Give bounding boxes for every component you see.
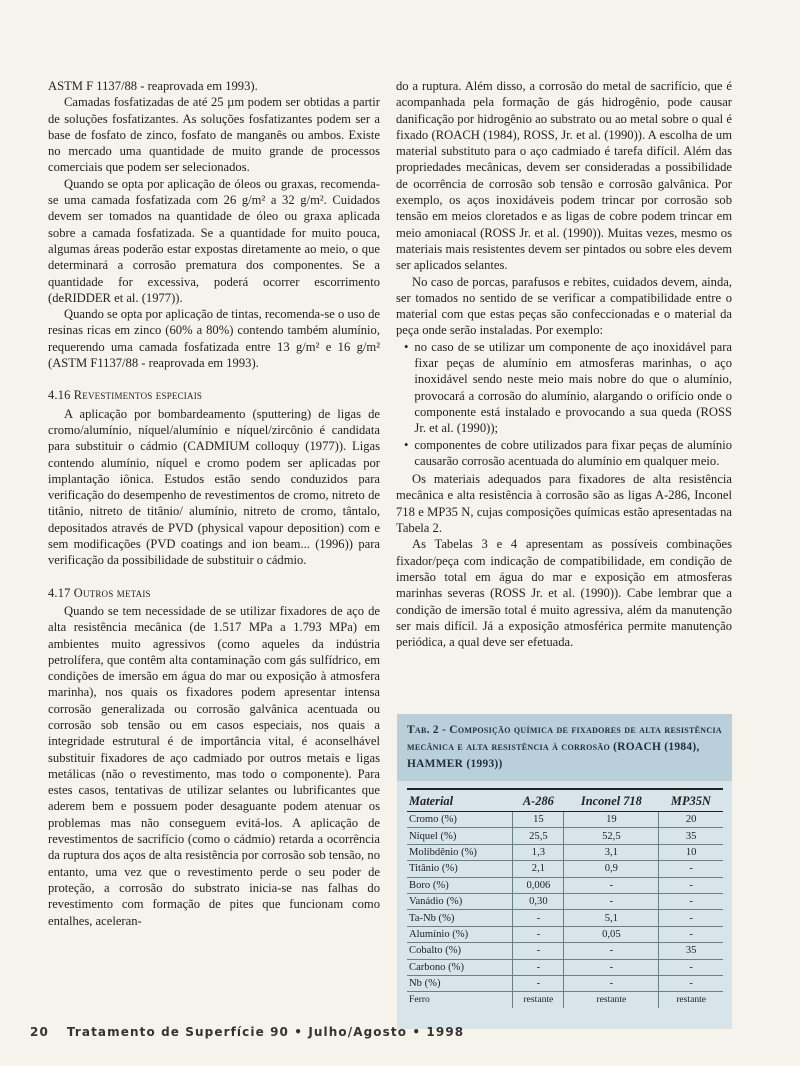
section-title: Revestimentos especiais xyxy=(73,388,203,403)
bullet-item xyxy=(396,339,732,437)
table-cell: - xyxy=(659,926,723,942)
table-cell: restante xyxy=(513,992,564,1008)
paragraph: Quando se tem necessidade de se utilizar fixadores de aço de alta resistência mecânica (de 1.517 MPa a 1.793 MPa) em ambientes muito agressivos (como aqueles da indústria petrolífera, que contêm alta contaminação com gás sulfídrico, em condições de imersão em água do mar ou exposição à atmosfera marinha), nos quais os fixadores podem apresentar intensa corrosão generalizada ou corrosão galvânica acentuada ou corrosão sob tensão ou em casos especiais, nos quais a integridade estrutural é de importância vital, é aconselhável substituir fixadores de aço cadmiado por outros metais e ligas metálicas (não o revestimento, mas todo o componente). Para estes casos, tentativas de utilizar selantes ou lubrificantes que aderem bem e possuem poder desaguante podem atenuar os problemas mas não conseguem evitá-los. A aplicação de revestimentos de sacrifício (como o cádmio) retarda a ocorrência da ruptura dos aços de alta resistência por corrosão sob tensão, no entanto, uma vez que o revestimento perde o seu poder de proteção, a corrosão do substrato inicia-se nas falhas do revestimento com formação de pites que funcionam como entalhes, aceleran- xyxy=(48,603,380,928)
table-cell: 52,5 xyxy=(564,828,659,844)
table-2-box xyxy=(397,714,732,1029)
table-cell: - xyxy=(659,877,723,893)
table-cell: Vanádio (%) xyxy=(407,893,513,909)
paragraph: Camadas fosfatizadas de até 25 µm podem ser obtidas a partir de soluções fosfatizantes. As soluções fosfatizantes podem ser a base de fosfato de zinco, fosfato de manganês ou ambos. Existe no mercado uma quantidade de muito grande de processos comerciais que podem ser selecionados. xyxy=(48,95,380,175)
section-title: Outros metais xyxy=(73,585,151,600)
table-cell: restante xyxy=(676,994,707,1006)
table-cell: Molibdênio (%) xyxy=(407,844,513,860)
footer-separator: • xyxy=(294,1025,304,1039)
table-cell: 1,3 xyxy=(513,844,564,860)
table-cell: Ferro xyxy=(407,992,513,1008)
table-cell: 15 xyxy=(513,812,564,828)
table-cell: 5,1 xyxy=(564,910,659,926)
table-row xyxy=(407,975,723,991)
table-cell: - xyxy=(659,959,723,975)
table-cell: - xyxy=(513,975,564,991)
composition-table xyxy=(407,788,723,1008)
table-cell: 35 xyxy=(659,828,723,844)
bullet-item xyxy=(396,437,732,470)
table-cell: Ta-Nb (%) xyxy=(407,910,513,926)
footer-separator: • xyxy=(412,1025,422,1039)
table-cell: 0,006 xyxy=(513,877,564,893)
table-cell: Nb (%) xyxy=(407,975,513,991)
paragraph: No caso de porcas, parafusos e rebites, cuidados devem, ainda, ser tomados no sentido de se verificar a compatibilidade entre o material com que estas peças são confeccionadas e o material da peça onde serão instaladas. Por exemplo: xyxy=(396,274,732,338)
paragraph: As Tabelas 3 e 4 apresentam as possíveis combinações fixador/peça com indicação de compatibilidade, em condição de imersão total em água do mar e exposição em atmosferas marinhas severas (ROSS Jr. et al. (1990)). Cabe lembrar que a condição de imersão total é muito agressiva, além da manutenção ser mais difícil. Já a exposição atmosférica permite manutenção periódica, a qual deve ser efetuada. xyxy=(396,537,732,650)
table-cell: - xyxy=(564,943,659,959)
table-cell: Cobalto (%) xyxy=(407,943,513,959)
table-cell: - xyxy=(564,959,659,975)
table-cell: 35 xyxy=(659,943,723,959)
left-column xyxy=(48,78,380,929)
table-cell: - xyxy=(564,893,659,909)
column-header: MP35N xyxy=(659,789,723,812)
table-cell: Boro (%) xyxy=(407,877,513,893)
paragraph: A aplicação por bombardeamento (sputtering) de ligas de cromo/alumínio, níquel/alumínio e níquel/zircônio é candidata para substituir o cádmio (CADMIUM colloquy (1977)). Ligas contendo alumínio, níquel e cromo podem ser aplicadas por implantação iônica. Estudos estão sendo conduzidos para verificação do desempenho de revestimentos de cromo, nitreto de titânio, nitreto de titânio/ alumínio, nitreto de cromo, tântalo, depositados através de PVD (physical vapour deposition) com e sem modificações (PVD coatings and ion beam... (1996)) para verificação da possibilidade de substituir o cádmio. xyxy=(48,406,380,568)
table-cell: - xyxy=(513,910,564,926)
column-header: Inconel 718 xyxy=(564,789,659,812)
section-heading-4-16 xyxy=(48,387,380,403)
paragraph: Quando se opta por aplicação de óleos ou graxas, recomenda-se uma camada fosfatizada com 26 g/m² a 32 g/m². Cuidados devem ser tomados na quantidade de óleo ou graxa aplicada sobre a camada fosfatizada. Se a quantidade for muito pouca, algumas áreas poderão estar expostas diretamente ao meio, o que determinará a corrosão prematura dos componentes. Se a quantidade for excessiva, poderá ocorrer escorrimento (deRIDDER et al. (1977)). xyxy=(48,176,380,305)
table-row xyxy=(407,910,723,926)
bullet-marker: • xyxy=(404,339,409,354)
page-number: 20 xyxy=(30,1025,49,1039)
table-row xyxy=(407,828,723,844)
table-cell: - xyxy=(659,975,723,991)
table-cell: 0,30 xyxy=(513,893,564,909)
table-cell: restante xyxy=(564,992,659,1008)
table-cell: - xyxy=(564,975,659,991)
table-cell: - xyxy=(513,943,564,959)
section-heading-4-17 xyxy=(48,585,380,601)
issue-months: Julho/Agosto xyxy=(308,1025,408,1039)
paragraph: Os materiais adequados para fixadores de alta resistência mecânica e alta resistência à corrosão são as ligas A-286, Inconel 718 e MP35 N, cujas composições químicas estão apresentadas na Tabela 2. xyxy=(396,472,732,536)
page-footer xyxy=(30,1025,464,1039)
bullet-text: componentes de cobre utilizados para fixar peças de alumínio causarão corrosão acentuada do alumínio em qualquer meio. xyxy=(414,437,732,468)
table-cell: - xyxy=(659,861,723,877)
paragraph: Quando se opta por aplicação de tintas, recomenda-se o uso de resinas ricas em zinco (60% a 80%) contendo também alumínio, requerendo uma camada fosfatizada entre 13 g/m² e 16 g/m² (ASTM F1137/88 - reaprovada em 1993). xyxy=(48,307,380,371)
table-cell: 0,9 xyxy=(564,861,659,877)
table-cell: 20 xyxy=(659,812,723,828)
column-header: Material xyxy=(407,789,513,812)
table-cell: 0,05 xyxy=(564,926,659,942)
bullet-text: no caso de se utilizar um componente de aço inoxidável para fixar peças de alumínio em atmosferas marinhas, o aço inoxidável sendo neste meio mais nobre do que o alumínio, provocará a corrosão do alumínio, alargando o orifício onde o componente está instalado e provocando a sua queda (ROSS Jr. et al. (1990)); xyxy=(414,339,732,436)
table-row xyxy=(407,992,723,1008)
table-cell: Níquel (%) xyxy=(407,828,513,844)
section-number: 4.16 xyxy=(48,388,71,403)
table-row xyxy=(407,844,723,860)
journal-name: Tratamento de Superfície 90 xyxy=(66,1025,289,1039)
table-cell: Cromo (%) xyxy=(407,812,513,828)
table-caption: Tab. 2 - Composição química de fixadores de alta resistência mecânica e alta resistência à corrosão (ROACH (1984), HAMMER (1993)) xyxy=(397,714,732,781)
bullet-marker: • xyxy=(404,437,409,452)
table-header-row xyxy=(407,789,723,812)
table-row xyxy=(407,812,723,828)
table-cell: Carbono (%) xyxy=(407,959,513,975)
table-row xyxy=(407,893,723,909)
right-column xyxy=(396,78,732,650)
table-cell: - xyxy=(659,893,723,909)
section-number: 4.17 xyxy=(48,585,71,600)
table-cell: 2,1 xyxy=(513,861,564,877)
table-cell: 25,5 xyxy=(513,828,564,844)
table-row xyxy=(407,943,723,959)
paragraph: ASTM F 1137/88 - reaprovada em 1993). xyxy=(48,79,258,93)
table-cell: 10 xyxy=(659,844,723,860)
paragraph: do a ruptura. Além disso, a corrosão do metal de sacrifício, que é acompanhada pela formação de gás hidrogênio, pode causar danificação por hidrogênio ao substrato ou ao metal sobre o qual é fixado (ROACH (1984), ROSS, Jr. et al. (1990)). A escolha de um material substituto para o aço cadmiado é tarefa difícil. Além das propriedades mecânicas, devem ser consideradas a possibilidade de ocorrência de corrosão sob tensão e corrosão galvânica. Por exemplo, os aços inoxidáveis podem trincar por corrosão sob tensão em meios cloretados e as ligas de cobre podem trincar em meio amoniacal (ROSS Jr. et al. (1990)). Muitas vezes, mesmo os materiais mais resistentes devem ser pintados ou sobre eles devem ser aplicados selantes. xyxy=(396,79,732,273)
table-cell: - xyxy=(513,959,564,975)
table-cell: 3,1 xyxy=(564,844,659,860)
column-header: A-286 xyxy=(513,789,564,812)
table-cell: - xyxy=(513,926,564,942)
table-cell: - xyxy=(659,910,723,926)
issue-year: 1998 xyxy=(426,1025,465,1039)
table-row xyxy=(407,959,723,975)
table-row xyxy=(407,877,723,893)
table-cell: Titânio (%) xyxy=(407,861,513,877)
table-cell: 19 xyxy=(564,812,659,828)
table-cell: Alumínio (%) xyxy=(407,926,513,942)
table-row xyxy=(407,861,723,877)
table-row xyxy=(407,926,723,942)
table-cell: - xyxy=(564,877,659,893)
